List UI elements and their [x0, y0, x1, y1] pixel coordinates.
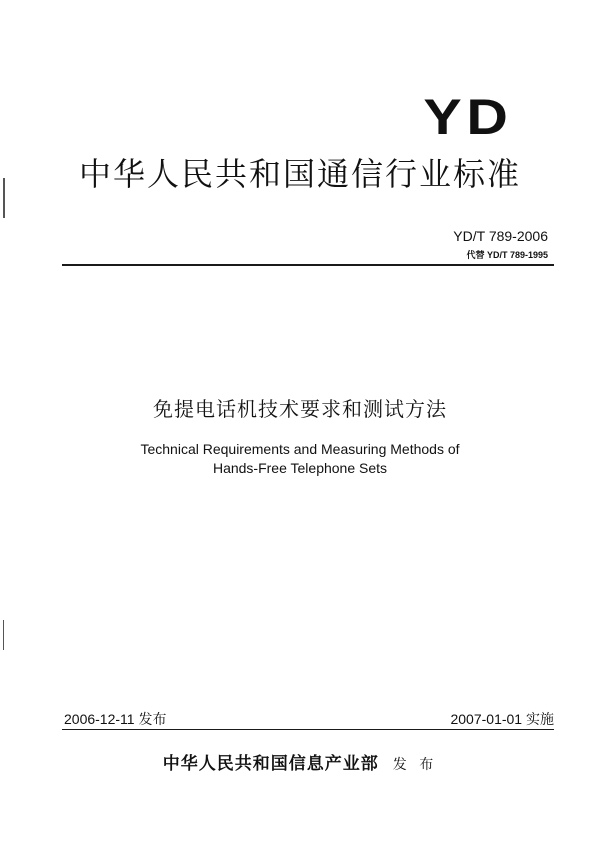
replaces-standard: 代替 YD/T 789-1995	[466, 250, 548, 260]
issuer	[0, 749, 600, 774]
document-title-cn: 免提电话机技术要求和测试方法	[153, 397, 447, 421]
implementation-date: 2007-01-01 实施	[450, 711, 554, 727]
yd-logo: YD	[422, 89, 512, 145]
header-divider	[62, 264, 554, 267]
scan-edge-mark	[3, 620, 4, 650]
issue-date: 2006-12-11 发布	[64, 711, 167, 727]
standard-title: 中华人民共和国通信行业标准	[78, 155, 521, 193]
standard-number: YD/T 789-2006	[453, 228, 548, 244]
issuer-name: 中华人民共和国信息产业部	[162, 754, 379, 774]
footer-divider	[62, 729, 554, 731]
document-title-en-line2: Hands-Free Telephone Sets	[212, 460, 388, 476]
document-title-en	[0, 440, 600, 478]
document-title-en-line1: Technical Requirements and Measuring Methods of	[140, 441, 460, 457]
issued-label: 发 布	[392, 757, 438, 773]
